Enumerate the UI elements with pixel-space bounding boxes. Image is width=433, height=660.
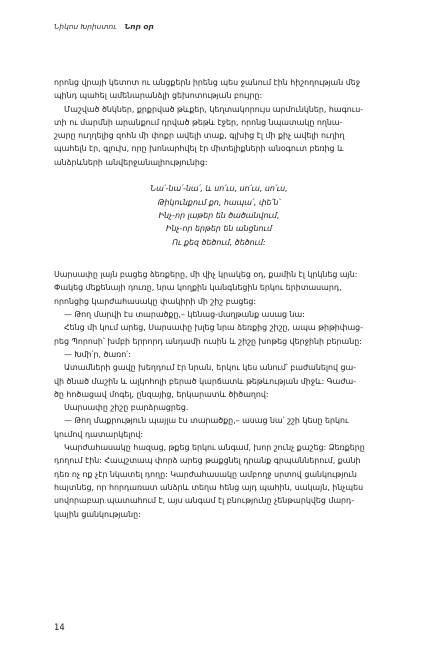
verse-line: Թիկունքում քո, հապա՛, փե՛ն՝ — [157, 197, 281, 207]
verse-line: Ինչ-որ լաթեր են ծածանվում, — [158, 210, 280, 220]
text-line: շարը ուղղելից զոհն մի փոքր ավելի տաք, գլխից էլ մի քիչ ավելի ուղիղ — [54, 131, 345, 141]
running-header-author: Նիկոս Խրիստու — [54, 22, 117, 31]
running-header-title: Նոր օր — [124, 22, 154, 31]
text-line: Ատամների ցավը խեղդում էր նրան, երկու կես անում՝ բաժանելով ցա- — [64, 363, 357, 373]
text-line: Սարսափը լայն բացեց ձեռքերը, մի վիչ կրակեց օդ, քամին էլ կրկնեց այն: — [54, 270, 358, 280]
stanza-gap — [54, 249, 384, 262]
text-line: դեռ ոչ ոք չէր նկատել դողը: Կարժահասակը ամբողջ սրտով ցանկություն — [54, 469, 357, 479]
verse-line: Ինչ-որ երթեր են անցնում — [166, 224, 272, 234]
text-line: պինդ պահել ամենարանձլի ցեխոտության բույրը: — [54, 91, 263, 101]
verse-stanza — [54, 182, 384, 248]
text-line: կումով դատարկելով: — [54, 429, 144, 439]
verse-line: Ու քեզ ծեծում, ծեծում: — [172, 237, 266, 247]
text-line: Կարժահասակը հազաց, թքեց երկու անգամ, խոր շունչ քաշեց: Ձեռքերը — [64, 443, 365, 453]
text-line: կային ցանկությանը: — [54, 509, 141, 519]
running-header — [54, 22, 154, 31]
text-line: Սարսափը շիշը բարձրացրեց. — [64, 403, 189, 413]
text-line: Փակեց մեքենայի դուռը, նրա կողքին կանգնեցին երկու երիտասարդ, — [54, 283, 342, 293]
text-line: Մաշված ծնկներ, քրքրված թևքեր, կեղտակորույս արմունկներ, հագուս- — [64, 104, 364, 114]
page-number: 14 — [54, 622, 65, 632]
text-line: վի ծնած մաշին և ալկոհոլի բերած կարճատև թեթևության միջև: Գաժա- — [54, 376, 357, 386]
text-line: րեց Պորոսի՝ խմբի երրորդ անդամի ուսին և շիշը խոթեց վերջինի բերանը: — [54, 336, 362, 346]
text-line: որոնց վրայի կետոտ ու անցքերն իրենց պես ջանում էին հիշողության մեջ — [54, 78, 361, 87]
verse-line: Նա՛-նա՛-նա՛, և սո՛ւս, սո՛ւս, սո՛ւս, — [150, 184, 288, 194]
text-line: տի ու մարմնի արանքում դրված թեթև էջեր, որոնց նպատակը ողնա- — [54, 117, 343, 127]
text-line: որոնցից կարժահասակը փակիրի մի շիշ բացեց: — [54, 296, 257, 306]
dialogue-line: — Թող մարվի էս տարածքը,– կենաց-մաղթանք ասաց նա: — [64, 310, 305, 320]
text-line: պահելն էր, գլուխ, որը խոնարհվել էր միտելիքների անօգուտ բեռից և — [54, 144, 344, 154]
text-line: հայտնեց, որ հորդառատ անձրև տեղա հենց այդ պահին, սակայն, ինչպես — [54, 482, 364, 492]
text-line: անձրևների անվերջանալիությունից: — [54, 157, 208, 167]
stanza-gap — [54, 169, 384, 182]
text-line: ծը հոծացավ մոգել, ընզայից, երկարատև ծիծաղով: — [54, 389, 269, 399]
text-line: դողում էին: Հապշտապ փորձ արեց թաքցնել դրանք գրպաններում, քանի — [54, 456, 361, 466]
text-line: սովորաբար պատահում է, այս անգամ էլ բնությունը չենթարկվեց մարդ- — [54, 496, 355, 506]
page-body — [54, 76, 384, 521]
dialogue-line: — Թող մաքրություն պայլա էս տարածքը,– ասաց նա՝ շշի կեսը երկու — [64, 416, 349, 426]
dialogue-line: — Խմի՛ր, ծառո՛: — [64, 349, 131, 359]
text-line: Հենց մի կում արեց, Սարսափը խլեց նրա ձեռքից շիշը, ապա թիթիփաց- — [64, 323, 363, 333]
